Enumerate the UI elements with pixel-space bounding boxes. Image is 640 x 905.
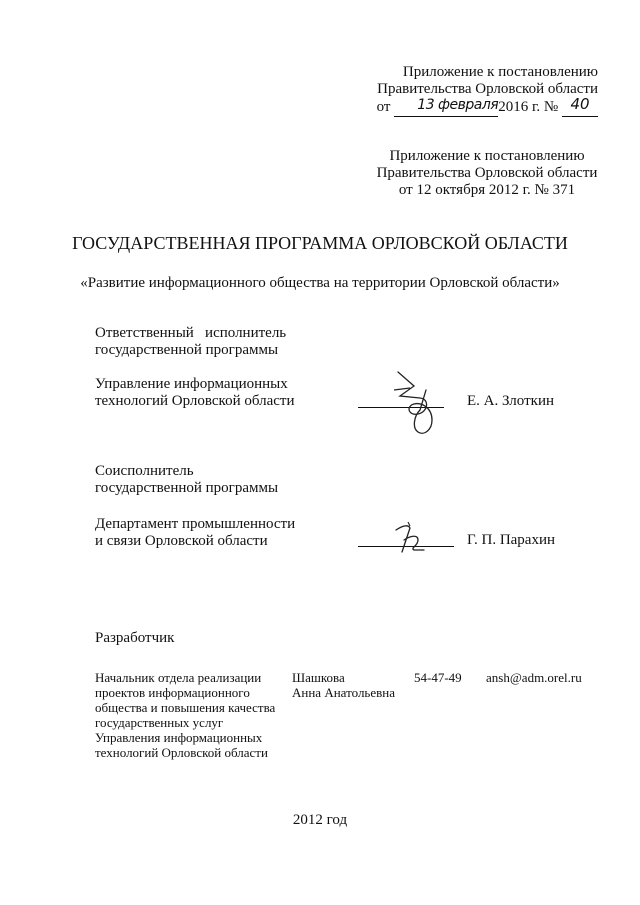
developer-name-line: Шашкова xyxy=(292,670,345,685)
responsible-heading xyxy=(95,325,286,359)
signature-responsible-icon xyxy=(380,368,452,440)
handwritten-date: 13 февраля xyxy=(417,97,499,113)
appendix-new-block xyxy=(338,64,598,117)
handwritten-number-field xyxy=(562,95,598,117)
developer-position-line: Начальник отдела реализации xyxy=(95,670,262,685)
responsible-heading-line2: государственной программы xyxy=(95,342,279,358)
appendix-new-line1: Приложение к постановлению xyxy=(402,64,598,80)
page-title: ГОСУДАРСТВЕННАЯ ПРОГРАММА ОРЛОВСКОЙ ОБЛАСТИ xyxy=(72,233,568,253)
responsible-org xyxy=(95,376,295,410)
developer-email: ansh@adm.orel.ru xyxy=(486,670,582,685)
appendix-old-line2: Правительства Орловской области xyxy=(376,165,598,181)
developer-position-line: Управления информационных xyxy=(95,730,263,745)
developer-heading: Разработчик xyxy=(95,630,175,646)
responsible-heading-line1: Ответственный исполнитель xyxy=(95,325,287,341)
developer-position-line: общества и повышения качества xyxy=(95,700,276,715)
coexecutor-org-line2: и связи Орловской области xyxy=(95,533,268,549)
developer-name-line: Анна Анатольевна xyxy=(292,685,395,700)
handwritten-date-field xyxy=(394,99,498,117)
developer-position xyxy=(95,670,275,760)
page-subtitle: «Развитие информационного общества на территории Орловской области» xyxy=(80,275,560,291)
appendix-new-prefix: от xyxy=(376,99,391,115)
appendix-old-block xyxy=(352,148,622,199)
coexecutor-heading-line2: государственной программы xyxy=(95,480,279,496)
handwritten-number: 40 xyxy=(570,95,590,113)
coexecutor-org-line1: Департамент промышленности xyxy=(95,516,296,532)
responsible-signer: Е. А. Злоткин xyxy=(467,393,554,409)
appendix-old-line1: Приложение к постановлению xyxy=(389,148,585,164)
responsible-org-line2: технологий Орловской области xyxy=(95,393,295,409)
responsible-org-line1: Управление информационных xyxy=(95,376,288,392)
developer-phone: 54-47-49 xyxy=(414,670,462,685)
developer-name xyxy=(292,670,395,700)
appendix-new-line2: Правительства Орловской области xyxy=(377,81,598,97)
coexecutor-signer: Г. П. Парахин xyxy=(467,532,556,548)
developer-position-line: государственных услуг xyxy=(95,715,224,730)
coexecutor-org xyxy=(95,516,295,550)
document-year: 2012 год xyxy=(292,812,348,828)
appendix-new-line3 xyxy=(338,95,598,117)
developer-position-line: технологий Орловской области xyxy=(95,745,268,760)
signature-coexecutor-icon xyxy=(388,520,438,556)
developer-position-line: проектов информационного xyxy=(95,685,250,700)
coexecutor-heading-line1: Соисполнитель xyxy=(95,463,194,479)
coexecutor-heading xyxy=(95,463,278,497)
appendix-new-year: 2016 г. № xyxy=(498,99,559,115)
appendix-old-line3: от 12 октября 2012 г. № 371 xyxy=(398,182,576,198)
